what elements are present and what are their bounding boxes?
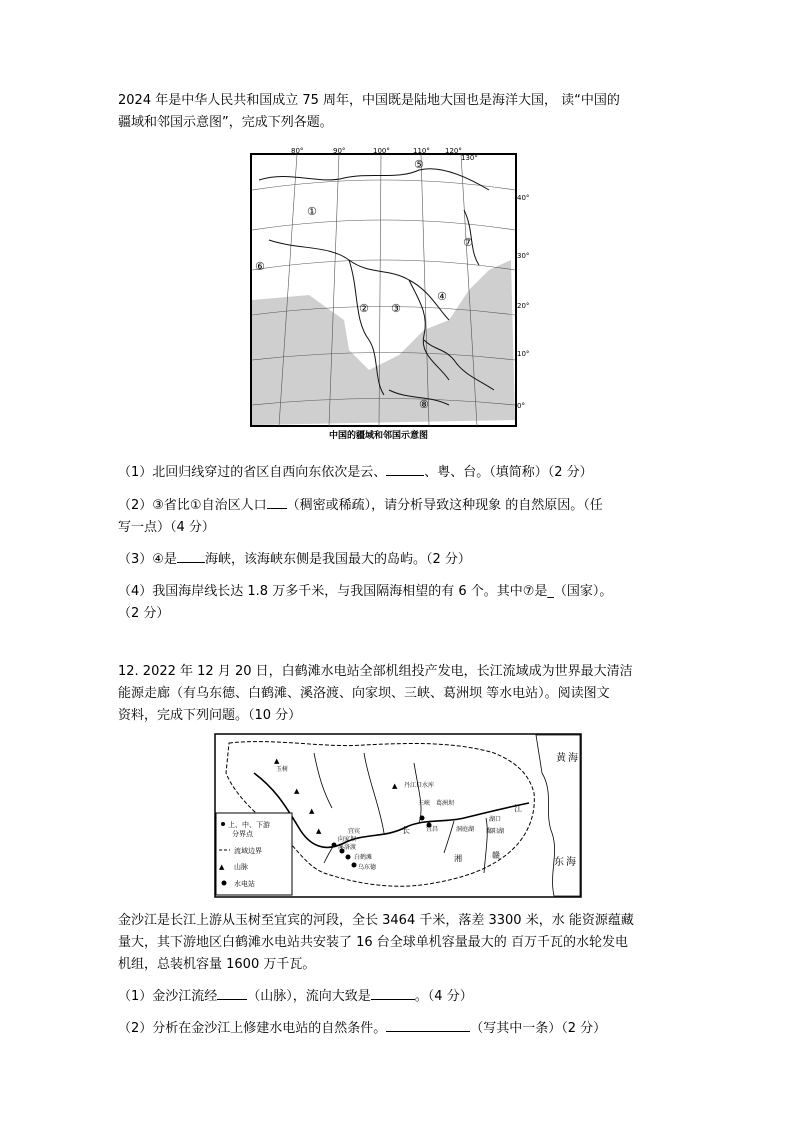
china-neighbors-map [249,147,530,441]
svg-text:▲: ▲ [219,863,225,871]
lon-label: 130° [461,154,478,162]
answer-blank[interactable] [386,1017,470,1032]
q12-sub1-text-c: 。（4 分） [414,989,473,1004]
sea-label: 海 [568,753,578,764]
lat-label: 40° [517,194,530,202]
lat-label: 20° [517,302,530,310]
answer-blank[interactable] [386,461,424,476]
legend-item: 山脉 [234,863,248,871]
lon-label: 120° [445,147,462,155]
legend-item: 上、中、下游 [228,821,270,829]
place-label: 长 [402,826,410,835]
svg-text:▲: ▲ [309,807,315,815]
map-legend [216,813,292,895]
place-label: 湖口 [489,816,502,823]
q12-sub1 [118,985,678,1008]
place-label: 宜昌 [426,826,439,833]
answer-blank[interactable] [217,985,247,1000]
q12-sub2 [118,1017,678,1040]
place-label: 洞庭湖 [456,826,475,833]
sea-label: 海 [566,857,576,868]
sea-label: 东 [554,857,564,868]
q11-sub3 [118,548,678,571]
q12-sub1-text-a: （1）金沙江流经 [118,989,218,1004]
lon-label: 80° [291,147,304,155]
place-label: 葛洲坝 [436,800,455,807]
q11-sub3-text-a: （3）④是 [118,552,177,567]
map-marker: ④ [437,290,447,303]
answer-blank[interactable] [177,548,205,563]
lat-label: 30° [517,252,530,260]
place-label: 玉树 [276,766,289,773]
legend-item: 水电站 [234,880,255,888]
q11-intro [118,90,678,134]
q12-para-line2: 量大，其下游地区白鹤滩水电站共安装了 16 台全球单机容量最大的 百万千瓦的水轮发电 [118,935,628,950]
q12-intro [118,661,678,727]
q11-sub1-text-a: （1）北回归线穿过的省区自西向东依次是云、 [118,465,387,480]
q12-line3: 资料，完成下列问题。（10 分） [118,708,302,723]
place-label: 白鹤滩 [354,854,373,861]
place-label: 丹江口水库 [404,782,435,789]
place-label: 鄱阳湖 [486,828,505,835]
map-marker: ③ [391,302,401,315]
lon-label: 110° [413,147,430,155]
q11-sub4-text-a: （4）我国海岸线长达 1.8 万多千米，与我国隔海相望的有 6 个。其中⑦是_（国家）。 [118,584,613,599]
map-caption: 中国的疆域和邻国示意图 [329,431,429,441]
q11-sub1-text-b: 、粤、台。（填简称）（2 分） [424,465,593,480]
sea-label: 黄 [556,753,566,764]
q12-para-line1: 金沙江是长江上游从玉树至宜宾的河段，全长 3464 千米，落差 3300 米，水 能资源蕴藏 [118,913,634,928]
q11-sub1 [118,461,678,484]
map-marker: ② [359,302,369,315]
q12-paragraph [118,910,678,976]
q11-sub4 [118,581,678,625]
lon-label: 90° [333,147,346,155]
place-label: 三峡 [418,800,431,807]
place-label: 赣 [492,851,500,860]
yangtze-basin-map [214,733,582,898]
legend-item: 分界点 [232,830,253,838]
map-marker: ⑧ [419,398,429,411]
q12-line1: 12. 2022 年 12 月 20 日，白鹤滩水电站全部机组投产发电，长江流域成为世界最大清洁 [118,664,633,679]
place-label: 湘 [454,854,462,863]
q12-sub2-text-b: （写其中一条）（2 分） [470,1021,607,1036]
q11-sub2 [118,494,678,539]
q11-sub2-text-a: （2）③省比①自治区人口 [118,498,267,513]
q11-sub3-text-b: 海峡，该海峡东侧是我国最大的岛屿。（2 分） [204,552,471,567]
place-label: 江 [514,804,522,813]
answer-blank[interactable] [371,985,415,1000]
q11-sub2-text-b: （稠密或稀疏），请分析导致这种现象 的自然原因。（任 [286,498,603,513]
lon-label: 100° [373,147,390,155]
svg-text:▲: ▲ [392,782,398,790]
q12-sub1-text-b: （山脉），流向大致是 [247,989,371,1004]
q11-sub2-text-c: 写一点）（4 分） [118,520,215,535]
map-marker: ① [307,205,317,218]
q12-para-line3: 机组，总装机容量 1600 万千瓦。 [118,957,316,972]
q11-intro-line1: 2024 年是中华人民共和国成立 75 周年，中国既是陆地大国也是海洋大国， 读“中国的 [118,93,620,108]
answer-blank[interactable] [267,494,287,509]
svg-text:▲: ▲ [274,757,280,765]
q11-sub4-text-b: （2 分） [118,606,170,621]
legend-item: 流域边界 [234,847,262,855]
q11-intro-line2: 疆域和邻国示意图”，完成下列各题。 [118,115,333,130]
map-marker: ⑤ [414,158,424,171]
q12-line2: 能源走廊（有乌东德、白鹤滩、溪洛渡、向家坝、三峡、葛洲坝 等水电站）。阅读图文 [118,686,610,701]
place-label: 向家坝 [338,836,357,843]
place-label: 乌东德 [358,864,377,871]
map-marker: ⑦ [463,236,473,249]
map-marker: ⑥ [255,260,265,273]
place-label: 溪洛渡 [338,844,357,851]
svg-text:▲: ▲ [294,787,300,795]
lat-label: 0° [517,402,525,410]
place-label: 宜宾 [348,828,361,835]
q12-sub2-text-a: （2）分析在金沙江上修建水电站的自然条件。 [118,1021,387,1036]
lat-label: 10° [517,350,530,358]
svg-text:▲: ▲ [316,827,322,835]
